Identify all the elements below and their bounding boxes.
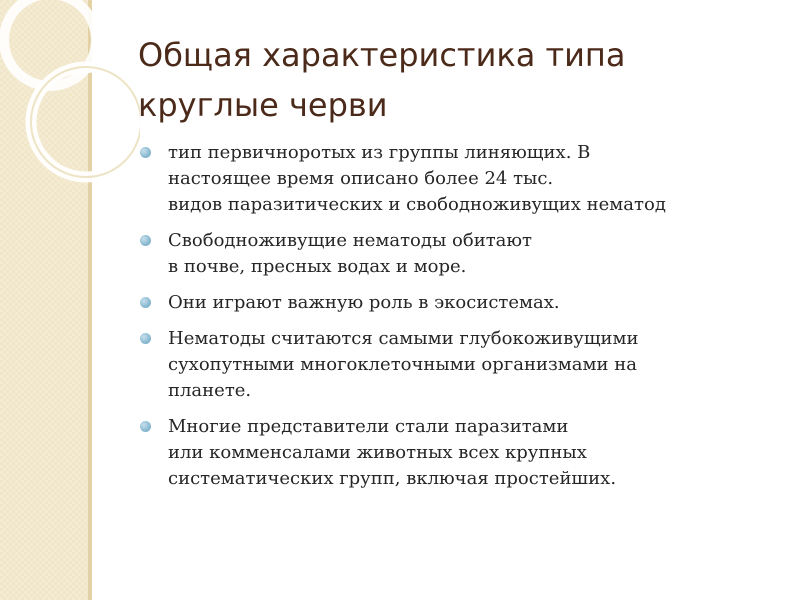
circle-bullet-icon <box>140 297 151 308</box>
bullet-item <box>140 290 780 316</box>
bullet-line: или комменсалами животных всех крупных <box>168 442 587 463</box>
bullet-item <box>140 326 780 404</box>
bullet-item <box>140 414 780 492</box>
bullet-line: тип первичноротых из группы линяющих. В <box>168 142 591 163</box>
slide-title-line: Общая характеристика типа <box>138 36 626 74</box>
circle-bullet-icon <box>140 147 151 158</box>
bullet-line: планете. <box>168 380 252 401</box>
bullet-line: в почве, пресных водах и море. <box>168 256 467 277</box>
circle-bullet-icon <box>140 421 151 432</box>
bullet-line: Нематоды считаются самыми глубокоживущими <box>168 328 639 349</box>
bullet-item <box>140 140 780 218</box>
slide-title <box>138 30 758 130</box>
side-band <box>0 0 88 600</box>
bullet-line: видов паразитических и свободноживущих нематод <box>168 194 666 215</box>
bullet-line: Свободноживущие нематоды обитают <box>168 230 533 251</box>
bullet-line: Они играют важную роль в экосистемах. <box>168 292 560 313</box>
bullet-line: настоящее время описано более 24 тыс. <box>168 168 554 189</box>
bullet-line: сухопутными многоклеточными организмами на <box>168 354 637 375</box>
bullet-list <box>140 140 780 502</box>
bullet-item <box>140 228 780 280</box>
circle-bullet-icon <box>140 235 151 246</box>
circle-bullet-icon <box>140 333 151 344</box>
bullet-line: систематических групп, включая простейших. <box>168 468 617 489</box>
slide-title-line: круглые черви <box>138 86 388 124</box>
bullet-line: Многие представители стали паразитами <box>168 416 569 437</box>
side-band-edge <box>88 0 92 600</box>
